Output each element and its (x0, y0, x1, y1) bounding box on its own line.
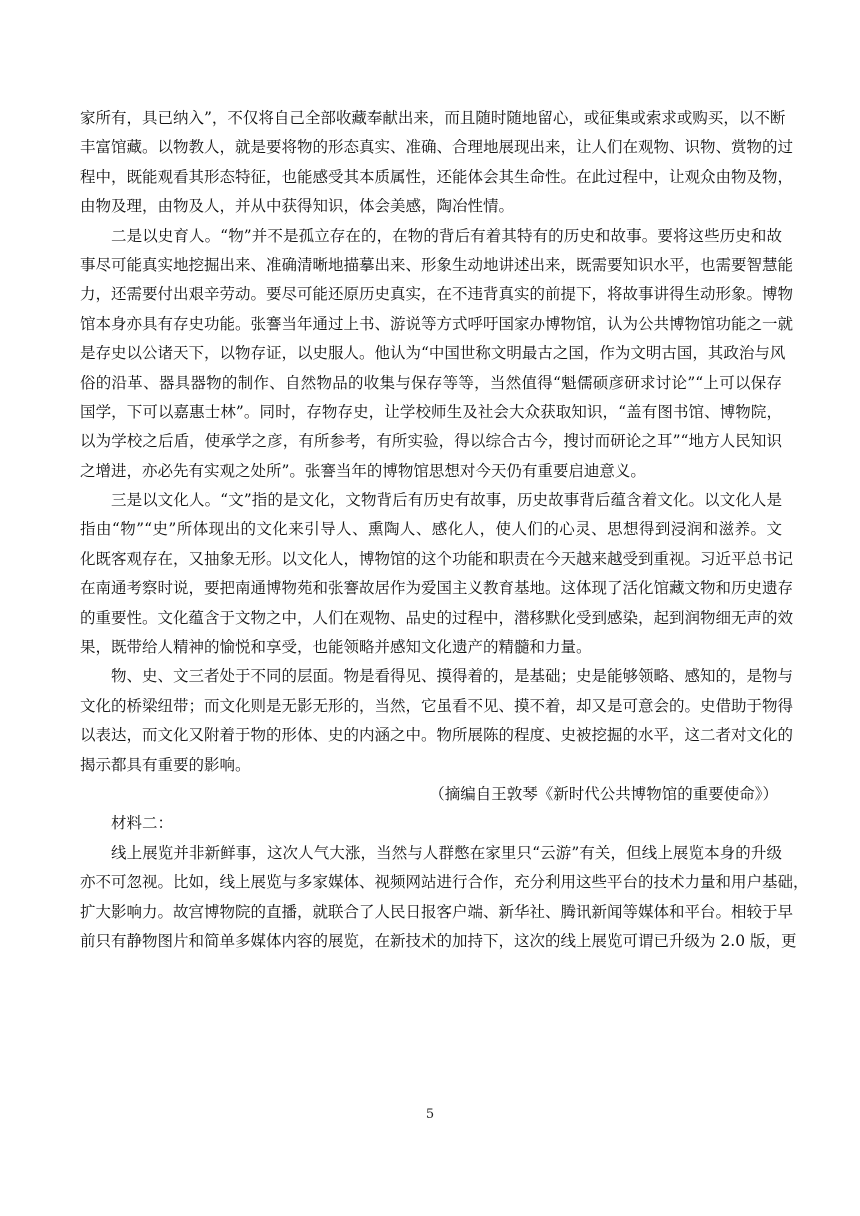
text-line: 文化的桥梁纽带；而文化则是无影无形的，当然，它虽看不见、摸不着，却又是可意会的。史借助于物得 (80, 696, 794, 715)
text-line: 事尽可能真实地挖掘出来、准确清晰地描摹出来、形象生动地讲述出来，既需要知识水平，也需要智慧能 (80, 255, 794, 274)
text-line: 在南通考察时说，要把南通博物苑和张謇故居作为爱国主义教育基地。这体现了活化馆藏文物和历史遗存 (80, 579, 794, 598)
text-line: 丰富馆藏。以物教人，就是要将物的形态真实、准确、合理地展现出来，让人们在观物、识物、赏物的过 (80, 138, 794, 157)
material-one-section (80, 104, 794, 809)
material-two-section (80, 809, 809, 956)
text-line: 指由“物”“史”所体现出的文化来引导人、熏陶人、感化人，使人们的心灵、思想得到浸润和滋养。文 (80, 520, 782, 539)
text-line: 以表达，而文化又附着于物的形体、史的内涵之中。物所展陈的程度、史被挖掘的水平，这二者对文化的 (80, 726, 794, 745)
paragraph-start-line: 线上展览并非新鲜事，这次人气大涨，当然与人群憋在家里只“云游”有关，但线上展览本身的升级 (111, 843, 782, 862)
text-line: 果，既带给人精神的愉悦和享受，也能领略并感知文化遗产的精髓和力量。 (80, 638, 592, 657)
text-line: 力，还需要付出艰辛劳动。要尽可能还原历史真实，在不违背真实的前提下，将故事讲得生动形象。博物 (80, 285, 794, 304)
text-line: 家所有，具已纳入”，不仅将自己全部收藏奉献出来，而且随时随地留心，或征集或索求或购买，以不断 (80, 109, 786, 127)
text-line: 俗的沿革、器具器物的制作、自然物品的收集与保存等等，当然值得“魁儒硕彦研求讨论”“上可以保存 (80, 373, 782, 392)
text-line: 扩大影响力。故宫博物院的直播，就联合了人民日报客户端、新华社、腾讯新闻等媒体和平台。相较于早 (80, 902, 794, 921)
document-body (80, 104, 809, 956)
text-line: 揭示都具有重要的影响。 (80, 755, 251, 774)
text-line: 以为学校之后盾，使承学之彦，有所参考，有所实验，得以综合古今，搜讨而研论之耳”“地方人民知识 (80, 432, 782, 451)
page-number: 5 (425, 1107, 435, 1122)
text-line: 由物及理，由物及人，并从中获得知识，体会美感，陶冶性情。 (80, 197, 515, 216)
text-line: 程中，既能观看其形态特征，也能感受其本质属性，还能体会其生命性。在此过程中，让观众由物及物， (80, 167, 794, 186)
text-line: 前只有静物图片和简单多媒体内容的展览，在新技术的加持下，这次的线上展览可谓已升级为 2.0 版，更 (80, 931, 797, 950)
text-line: 国学，下可以嘉惠士林”。同时，存物存史，让学校师生及社会大众获取知识，“盖有图书馆、博物院， (80, 402, 782, 421)
paragraph-start-line: 三是以文化人。“文”指的是文化，文物背后有历史有故事，历史故事背后蕴含着文化。以文化人是 (111, 491, 782, 510)
citation: （摘编自王敦琴《新时代公共博物馆的重要使命》） (429, 784, 778, 803)
text-line: 化既客观存在，又抽象无形。以文化人，博物馆的这个功能和职责在今天越来越受到重视。习近平总书记 (80, 549, 794, 568)
material-label: 材料二： (111, 814, 174, 833)
text-line: 亦不可忽视。比如，线上展览与多家媒体、视频网站进行合作，充分利用这些平台的技术力量和用户基础， (80, 873, 809, 892)
text-line: 的重要性。文化蕴含于文物之中，人们在观物、品史的过程中，潜移默化受到感染，起到润物细无声的效 (80, 608, 794, 627)
text-line: 是存史以公诸天下，以物存证，以史服人。他认为“中国世称文明最古之国，作为文明古国，其政治与风 (80, 344, 786, 363)
text-line: 馆本身亦具有存史功能。张謇当年通过上书、游说等方式呼吁国家办博物馆，认为公共博物馆功能之一就 (80, 314, 794, 333)
paragraph-start-line: 物、史、文三者处于不同的层面。物是看得见、摸得着的，是基础；史是能够领略、感知的，是物与 (111, 667, 794, 686)
text-line: 之增进，亦必先有实观之处所”。张謇当年的博物馆思想对今天仍有重要启迪意义。 (80, 461, 646, 480)
paragraph-start-line: 二是以史育人。“物”并不是孤立存在的，在物的背后有着其特有的历史和故事。要将这些历史和故 (111, 226, 782, 245)
